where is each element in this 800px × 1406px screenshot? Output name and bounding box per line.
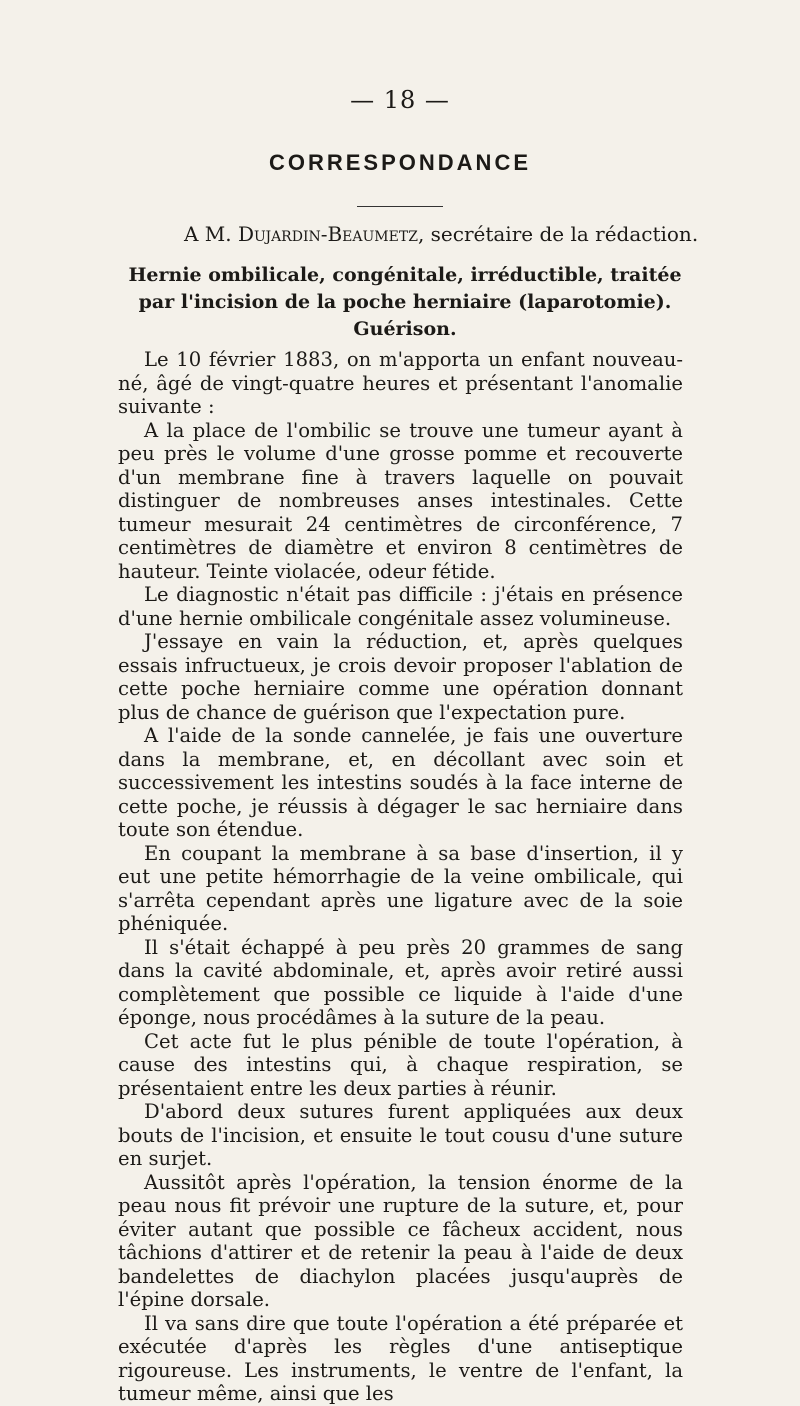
- paragraph: Aussitôt après l'opération, la tension énorme de la peau nous fit prévoir une rupture de la suture, et, pour éviter autant que possible ce fâcheux accident, nous tâchions d'attirer et de retenir la peau à l'aide de deux bandelettes de diachylon placées jusqu'auprès de l'épine dorsale.: [118, 1170, 683, 1311]
- heading-divider: [357, 206, 443, 207]
- paragraph: En coupant la membrane à sa base d'insertion, il y eut une petite hémorrhagie de la veine ombilicale, qui s'arrêta cependant après une ligature avec de la soie phéniquée.: [118, 841, 683, 935]
- paragraph: D'abord deux sutures furent appliquées aux deux bouts de l'incision, et ensuite le tout cousu d'une suture en surjet.: [118, 1100, 683, 1170]
- paragraph: A la place de l'ombilic se trouve une tumeur ayant à peu près le volume d'une grosse pomme et recouverte d'un membrane fine à travers laquelle on pouvait distinguer de nombreuses anses intestinales. Cette tumeur mesurait 24 centimètres de circonférence, 7 centimètres de diamètre et environ 8 centimètres de hauteur. Teinte violacée, odeur fétide.: [118, 418, 683, 583]
- paragraph: Il s'était échappé à peu près 20 grammes de sang dans la cavité abdominale, et, après avoir retiré aussi complètement que possible ce liquide à l'aide d'une éponge, nous procédâmes à la suture de la peau.: [118, 935, 683, 1029]
- addressee-prefix: A M.: [184, 222, 238, 246]
- paragraph: Le diagnostic n'était pas difficile : j'étais en présence d'une hernie ombilicale congénitale assez volumineuse.: [118, 583, 683, 630]
- paragraph: Cet acte fut le plus pénible de toute l'opération, à cause des intestins qui, à chaque respiration, se présentaient entre les deux parties à réunir.: [118, 1029, 683, 1100]
- article-body: [118, 348, 683, 1406]
- article-title: Hernie ombilicale, congénitale, irréductible, traitée par l'incision de la poche herniaire (laparotomie). Guérison.: [128, 264, 682, 340]
- addressee-role: , secrétaire de la rédaction.: [417, 222, 699, 246]
- paragraph: J'essaye en vain la réduction, et, après quelques essais infructueux, je crois devoir proposer l'ablation de cette poche herniaire comme une opération donnant plus de chance de guérison que l'expectation pure.: [118, 630, 683, 724]
- page-number: — 18 —: [350, 86, 450, 114]
- paragraph: Le 10 février 1883, on m'apporta un enfant nouveau-né, âgé de vingt-quatre heures et présentant l'anomalie suivante :: [118, 348, 683, 418]
- section-heading: CORRESPONDANCE: [268, 150, 532, 175]
- addressee-line: [184, 222, 699, 246]
- paragraph: Il va sans dire que toute l'opération a été préparée et exécutée d'après les règles d'une antiseptique rigoureuse. Les instruments, le ventre de l'enfant, la tumeur même, ainsi que les: [118, 1311, 683, 1405]
- addressee-name: Dujardin-Beaumetz: [238, 222, 418, 246]
- paragraph: A l'aide de la sonde cannelée, je fais une ouverture dans la membrane, et, en décollant avec soin et successivement les intestins soudés à la face interne de cette poche, je réussis à dégager le sac herniaire dans toute son étendue.: [118, 724, 683, 841]
